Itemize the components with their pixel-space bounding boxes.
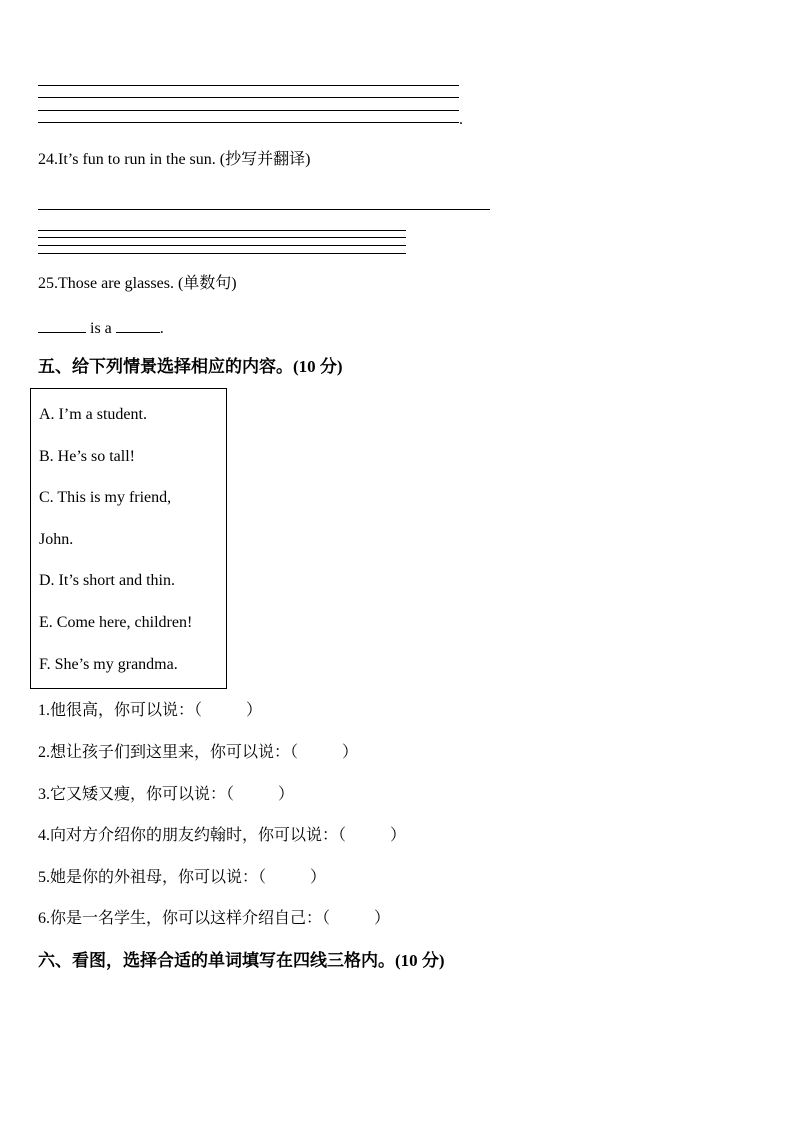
list-item bbox=[38, 909, 390, 929]
paren-open: （ bbox=[194, 702, 203, 719]
option-d: D. It’s short and thin. bbox=[39, 572, 175, 589]
grid-line bbox=[38, 97, 459, 98]
option-b: B. He’s so tall! bbox=[39, 448, 135, 465]
question-25: 25.Those are glasses. (单数句) bbox=[38, 275, 237, 292]
paren-open: （ bbox=[258, 869, 267, 886]
grid-line bbox=[38, 237, 406, 238]
question-number: 1. bbox=[38, 702, 50, 719]
paren-open: （ bbox=[226, 786, 235, 803]
option-e: E. Come here, children! bbox=[39, 614, 193, 631]
paren-close: ） bbox=[342, 744, 359, 761]
question-text: 向对方介绍你的朋友约翰时，你可以说： bbox=[50, 827, 339, 844]
option-f: F. She’s my grandma. bbox=[39, 656, 178, 673]
question-text: 她是你的外祖母，你可以说： bbox=[50, 869, 259, 886]
option-c: C. This is my friend, bbox=[39, 489, 172, 506]
question-25-answer bbox=[38, 316, 164, 339]
list-item bbox=[38, 743, 358, 763]
option-a: A. I’m a student. bbox=[39, 406, 147, 423]
grid-line bbox=[38, 122, 459, 123]
section-6-title: 六、看图，选择合适的单词填写在四线三格内。(10 分) bbox=[38, 951, 445, 970]
question-number: 2. bbox=[38, 744, 50, 761]
list-item bbox=[38, 868, 326, 888]
answer-text: is a bbox=[90, 320, 112, 337]
option-c-cont: John. bbox=[39, 531, 74, 548]
paren-close: ） bbox=[310, 869, 327, 886]
paren-close: ） bbox=[278, 786, 295, 803]
question-text: 它又矮又瘦，你可以说： bbox=[50, 786, 227, 803]
paren-close: ） bbox=[374, 910, 391, 927]
trailing-period: . bbox=[459, 111, 463, 128]
list-item bbox=[38, 785, 294, 805]
paren-open: （ bbox=[338, 827, 347, 844]
section-5-title: 五、给下列情景选择相应的内容。(10 分) bbox=[38, 357, 343, 376]
list-item bbox=[38, 701, 262, 721]
paren-close: ） bbox=[246, 702, 263, 719]
list-item bbox=[38, 826, 406, 846]
answer-period: . bbox=[159, 320, 164, 337]
grid-line bbox=[38, 85, 459, 86]
answer-line bbox=[38, 209, 490, 210]
question-number: 3. bbox=[38, 786, 50, 803]
grid-line bbox=[38, 245, 406, 246]
grid-line bbox=[38, 230, 406, 231]
paren-open: （ bbox=[322, 910, 331, 927]
question-24: 24.It’s fun to run in the sun. (抄写并翻译) bbox=[38, 151, 311, 168]
grid-line bbox=[38, 110, 459, 111]
question-number: 5. bbox=[38, 869, 50, 886]
answer-blank[interactable] bbox=[116, 316, 160, 333]
question-text: 想让孩子们到这里来，你可以说： bbox=[50, 744, 291, 761]
paren-close: ） bbox=[390, 827, 407, 844]
question-number: 6. bbox=[38, 910, 50, 927]
question-number: 4. bbox=[38, 827, 50, 844]
answer-blank[interactable] bbox=[38, 316, 86, 333]
question-text: 你是一名学生，你可以这样介绍自己： bbox=[50, 910, 323, 927]
paren-open: （ bbox=[290, 744, 299, 761]
grid-line bbox=[38, 253, 406, 254]
options-box bbox=[30, 388, 227, 689]
question-text: 他很高，你可以说： bbox=[50, 702, 195, 719]
